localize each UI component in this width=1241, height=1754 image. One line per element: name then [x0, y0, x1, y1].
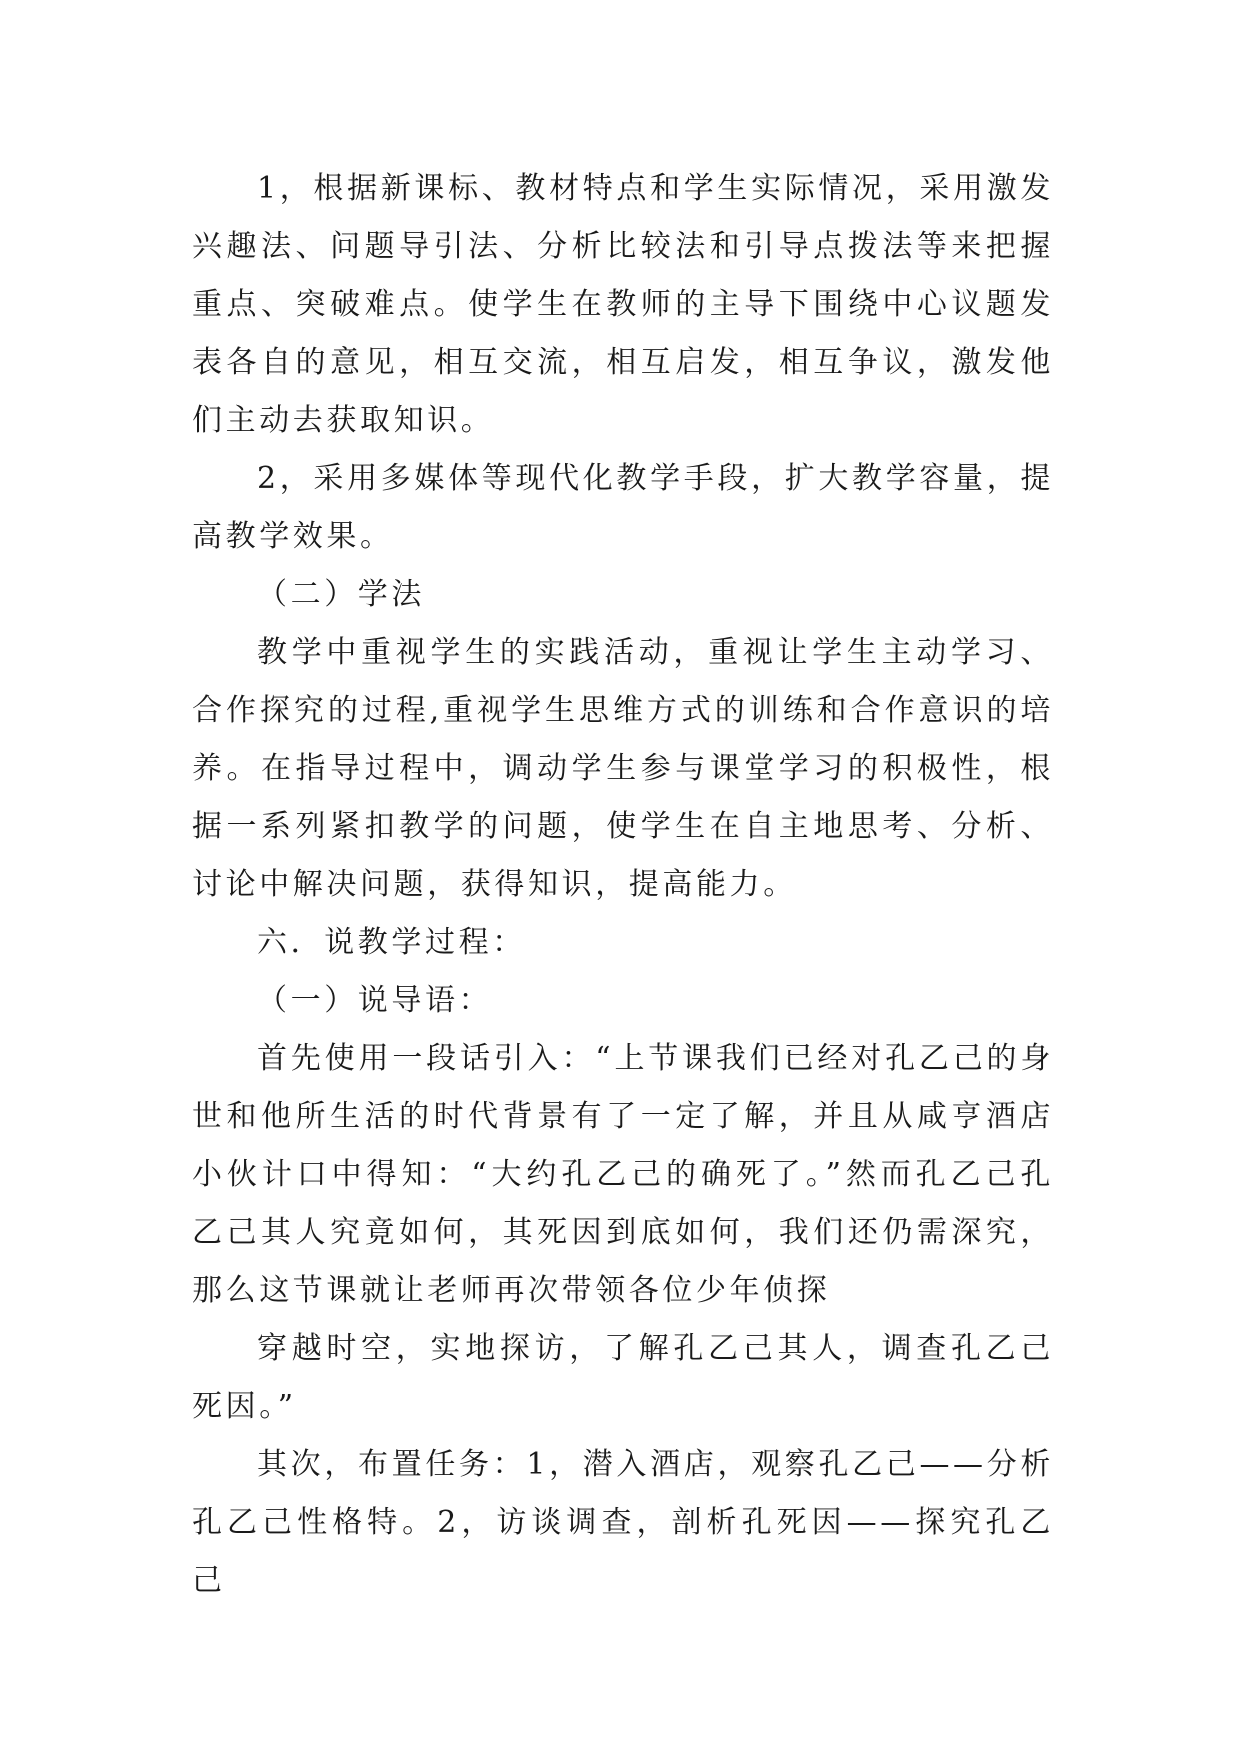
paragraph-teaching-methods-2: 2，采用多媒体等现代化教学手段，扩大教学容量，提高教学效果。	[192, 461, 1054, 554]
heading-learning-methods: （二）学法	[257, 577, 425, 612]
paragraph-tasks: 其次，布置任务：1，潜入酒店，观察孔乙己——分析孔乙己性格特。2，访谈调查，剖析孔死因——探究孔乙己	[192, 1447, 1054, 1598]
document-body	[192, 160, 1054, 1610]
paragraph-teaching-methods-1: 1，根据新课标、教材特点和学生实际情况，采用激发兴趣法、问题导引法、分析比较法和引导点拨法等来把握重点、突破难点。使学生在教师的主导下围绕中心议题发表各自的意见，相互交流，相互启发，相互争议，激发他们主动去获取知识。	[192, 171, 1054, 438]
paragraph-introduction-1: 首先使用一段话引入：“上节课我们已经对孔乙己的身世和他所生活的时代背景有了一定了解，并且从咸亨酒店小伙计口中得知：“大约孔乙己的确死了。”然而孔乙己孔乙己其人究竟如何，其死因到底如何，我们还仍需深究，那么这节课就让老师再次带领各位少年侦探	[192, 1041, 1054, 1308]
paragraph-learning-methods: 教学中重视学生的实践活动，重视让学生主动学习、合作探究的过程,重视学生思维方式的训练和合作意识的培养。在指导过程中，调动学生参与课堂学习的积极性，根据一系列紧扣教学的问题，使学生在自主地思考、分析、讨论中解决问题，获得知识，提高能力。	[192, 635, 1054, 902]
heading-introduction: （一）说导语：	[257, 983, 493, 1018]
paragraph-introduction-2: 穿越时空，实地探访，了解孔乙己其人，调查孔乙己死因。”	[192, 1331, 1054, 1424]
heading-teaching-process: 六．说教学过程：	[257, 925, 526, 960]
